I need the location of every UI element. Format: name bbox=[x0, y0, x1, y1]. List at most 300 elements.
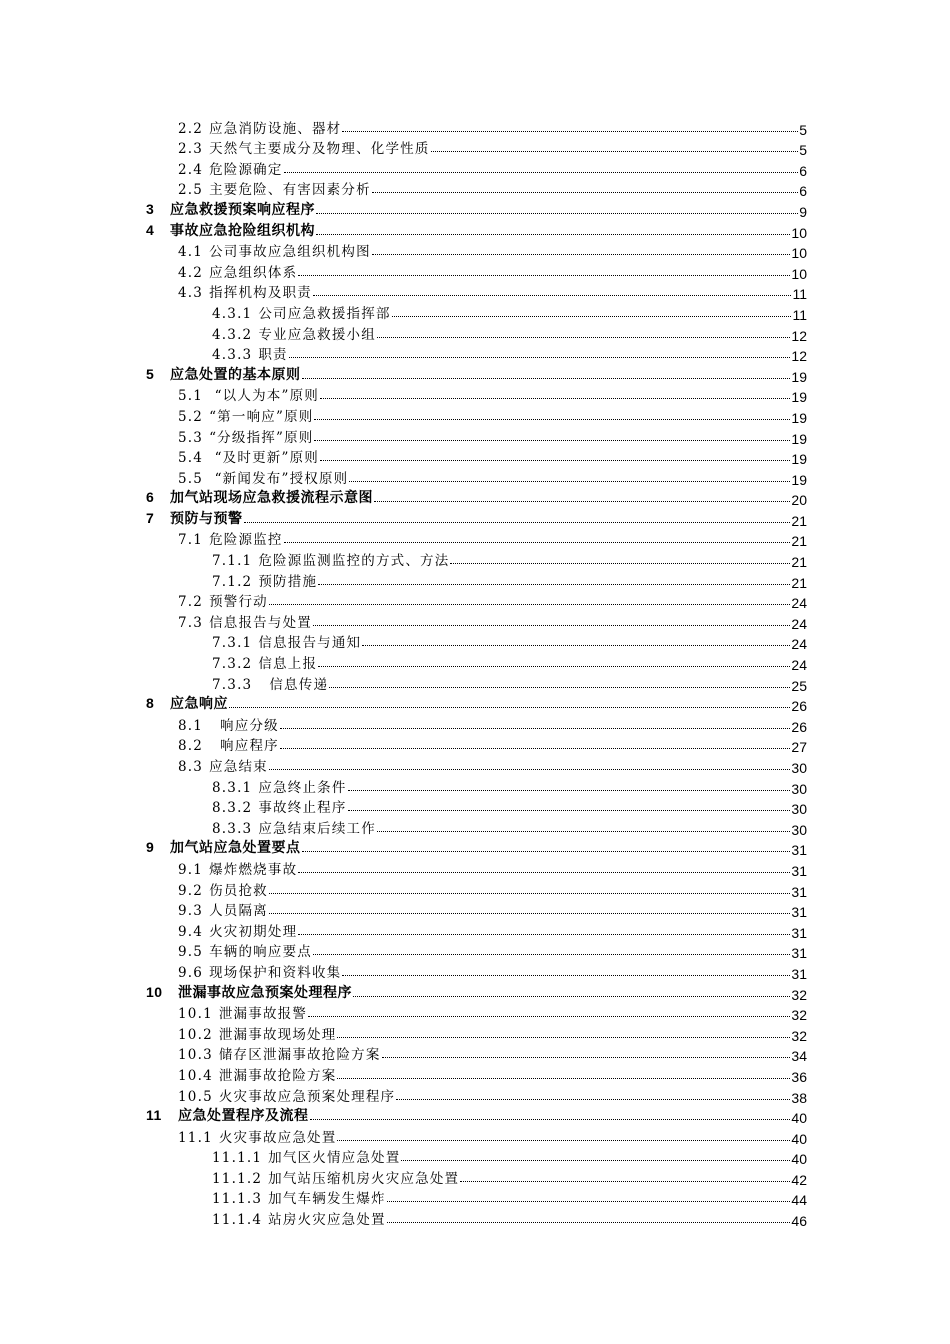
toc-entry-title: 泄漏事故应急预案处理程序 bbox=[178, 983, 352, 1000]
toc-entry-number: 11.1.3 bbox=[212, 1191, 263, 1208]
toc-entry[interactable] bbox=[0, 837, 950, 858]
toc-entry-title: 信息上报 bbox=[258, 656, 318, 673]
toc-entry-page: 12 bbox=[791, 348, 807, 365]
toc-entry-page: 19 bbox=[791, 409, 807, 426]
toc-entry-number: 10 bbox=[146, 983, 163, 1000]
toc-entry-page: 21 bbox=[791, 512, 807, 529]
toc-entry[interactable] bbox=[0, 796, 950, 817]
toc-entry-label bbox=[178, 1002, 307, 1022]
toc-entry-number: 9.3 bbox=[178, 903, 204, 920]
toc-entry-label bbox=[146, 693, 228, 713]
toc-entry-title: 主要危险、有害因素分析 bbox=[209, 182, 371, 199]
toc-entry[interactable] bbox=[0, 610, 950, 631]
toc-leader-dots bbox=[337, 1037, 790, 1038]
toc-entry[interactable] bbox=[0, 940, 950, 961]
toc-entry-number: 5.1 bbox=[178, 388, 204, 405]
toc-entry-title: 信息传递 bbox=[258, 676, 329, 693]
toc-leader-dots bbox=[349, 481, 790, 482]
toc-entry-title: 加气区火情应急处置 bbox=[268, 1150, 401, 1167]
toc-entry-title: 泄漏事故抢险方案 bbox=[218, 1067, 337, 1084]
toc-leader-dots bbox=[342, 131, 798, 132]
toc-leader-dots bbox=[401, 1160, 790, 1161]
toc-leader-dots bbox=[392, 316, 792, 317]
toc-entry-label bbox=[178, 1085, 395, 1105]
toc-leader-dots bbox=[298, 872, 790, 873]
toc-leader-dots bbox=[348, 790, 791, 791]
toc-entry-label bbox=[178, 384, 319, 404]
toc-entry-title: 应急救援预案响应程序 bbox=[170, 200, 315, 217]
toc-entry-label bbox=[212, 343, 288, 363]
toc-entry-number: 11 bbox=[146, 1107, 162, 1124]
toc-entry-title: 应急结束后续工作 bbox=[258, 820, 376, 837]
toc-entry-number: 5.5 bbox=[178, 470, 204, 487]
toc-entry-number: 9.4 bbox=[178, 923, 204, 940]
toc-entry-title: 火灾事故应急预案处理程序 bbox=[218, 1088, 396, 1105]
toc-entry-page: 44 bbox=[791, 1192, 807, 1209]
toc-leader-dots bbox=[244, 522, 791, 523]
toc-entry[interactable] bbox=[0, 425, 950, 446]
toc-entry-page: 19 bbox=[791, 389, 807, 406]
toc-entry[interactable] bbox=[0, 1207, 950, 1228]
toc-entry-title: 加气站现场应急救援流程示意图 bbox=[170, 489, 373, 506]
toc-entry-page: 6 bbox=[799, 162, 807, 179]
toc-entry-title: 危险源确定 bbox=[209, 161, 283, 178]
toc-entry-label bbox=[146, 220, 315, 240]
toc-entry-label bbox=[146, 487, 373, 507]
toc-entry-page: 10 bbox=[791, 224, 807, 241]
toc-entry-number: 8.2 bbox=[178, 738, 204, 755]
toc-entry-number: 8.3 bbox=[178, 759, 204, 775]
toc-entry-title: 应急结束 bbox=[209, 759, 268, 775]
toc-entry-title: 事故终止程序 bbox=[258, 800, 347, 817]
toc-entry-page: 12 bbox=[791, 327, 807, 344]
toc-entry-number: 10.2 bbox=[178, 1026, 213, 1043]
toc-leader-dots bbox=[316, 234, 790, 235]
toc-leader-dots bbox=[329, 687, 790, 688]
toc-entry-title: 站房火灾应急处置 bbox=[268, 1212, 386, 1229]
toc-entry[interactable] bbox=[0, 198, 950, 219]
toc-leader-dots bbox=[269, 604, 791, 605]
toc-entry-label bbox=[178, 1126, 336, 1146]
toc-entry-title: 天然气主要成分及物理、化学性质 bbox=[209, 141, 430, 158]
toc-entry-number: 9.5 bbox=[178, 944, 204, 961]
toc-entry[interactable] bbox=[0, 528, 950, 549]
toc-entry-page: 26 bbox=[791, 698, 807, 715]
toc-entry-number: 11.1.2 bbox=[212, 1170, 263, 1187]
toc-entry-page: 21 bbox=[791, 574, 807, 591]
toc-entry-label bbox=[212, 549, 449, 569]
toc-entry-number: 5.3 bbox=[178, 429, 204, 446]
toc-entry-number: 11.1.1 bbox=[212, 1150, 263, 1167]
toc-entry[interactable] bbox=[0, 878, 950, 899]
toc-entry-number: 5 bbox=[146, 365, 155, 382]
toc-entry-title: 人员隔离 bbox=[209, 903, 268, 920]
toc-leader-dots bbox=[314, 419, 790, 420]
toc-entry-number: 10.4 bbox=[178, 1067, 213, 1084]
toc-entry-title: 信息报告与处置 bbox=[209, 614, 312, 631]
toc-entry[interactable] bbox=[0, 1187, 950, 1208]
toc-entry[interactable] bbox=[0, 157, 950, 178]
toc-entry[interactable] bbox=[0, 322, 950, 343]
toc-entry-page: 21 bbox=[791, 533, 807, 550]
toc-leader-dots bbox=[269, 893, 791, 894]
toc-entry-page: 19 bbox=[791, 451, 807, 468]
toc-entry-label bbox=[178, 240, 371, 260]
toc-entry[interactable] bbox=[0, 1022, 950, 1043]
toc-leader-dots bbox=[313, 295, 791, 296]
toc-leader-dots bbox=[337, 1140, 790, 1141]
toc-entry[interactable] bbox=[0, 1125, 950, 1146]
toc-entry-title: 应急终止条件 bbox=[258, 779, 347, 796]
toc-entry-number: 11.1 bbox=[178, 1129, 213, 1146]
toc-entry[interactable] bbox=[0, 590, 950, 611]
toc-leader-dots bbox=[298, 275, 790, 276]
toc-entry-page: 19 bbox=[791, 368, 807, 385]
toc-entry-page: 46 bbox=[791, 1213, 807, 1230]
toc-leader-dots bbox=[284, 172, 799, 173]
toc-entry-title: 泄漏事故报警 bbox=[218, 1006, 308, 1023]
toc-entry-label bbox=[212, 631, 361, 651]
toc-leader-dots bbox=[450, 563, 790, 564]
toc-entry[interactable] bbox=[0, 240, 950, 261]
toc-entry[interactable] bbox=[0, 754, 950, 775]
toc-entry[interactable] bbox=[0, 919, 950, 940]
toc-entry-label bbox=[212, 796, 347, 816]
toc-entry-title: 职责 bbox=[258, 347, 288, 364]
toc-leader-dots bbox=[316, 213, 798, 214]
toc-entry[interactable] bbox=[0, 1166, 950, 1187]
toc-entry-label bbox=[212, 1187, 386, 1207]
toc-leader-dots bbox=[320, 398, 790, 399]
toc-entry-page: 19 bbox=[791, 471, 807, 488]
toc-entry-title: 公司事故应急组织机构图 bbox=[209, 244, 371, 261]
toc-entry[interactable] bbox=[0, 548, 950, 569]
toc-entry[interactable] bbox=[0, 816, 950, 837]
toc-entry-page: 11 bbox=[792, 306, 807, 323]
toc-leader-dots bbox=[387, 1201, 791, 1202]
toc-entry-page: 10 bbox=[791, 265, 807, 282]
toc-entry-title: 应急组织体系 bbox=[209, 264, 298, 281]
toc-entry-title: 火灾事故应急处置 bbox=[218, 1129, 337, 1146]
toc-entry-number: 7.3.3 bbox=[212, 676, 253, 693]
toc-leader-dots bbox=[308, 1016, 790, 1017]
toc-entry-page: 30 bbox=[791, 760, 807, 776]
toc-entry[interactable] bbox=[0, 981, 950, 1002]
toc-entry-title: 车辆的响应要点 bbox=[209, 944, 312, 961]
toc-entry-label bbox=[178, 117, 341, 137]
toc-entry-number: 10.5 bbox=[178, 1088, 213, 1105]
toc-entry[interactable] bbox=[0, 363, 950, 384]
toc-entry-title: 伤员抢救 bbox=[209, 882, 268, 899]
toc-entry-label bbox=[178, 879, 268, 899]
toc-entry-page: 32 bbox=[791, 986, 807, 1003]
toc-entry-page: 24 bbox=[791, 615, 807, 632]
toc-entry-number: 2.4 bbox=[178, 161, 204, 178]
toc-entry-title: 公司应急救援指挥部 bbox=[258, 305, 391, 322]
toc-entry-label bbox=[178, 714, 279, 734]
toc-entry-page: 42 bbox=[791, 1171, 807, 1188]
toc-entry-label bbox=[146, 508, 243, 528]
toc-entry-label bbox=[178, 426, 313, 446]
toc-entry[interactable] bbox=[0, 137, 950, 158]
toc-leader-dots bbox=[431, 151, 799, 152]
toc-entry-title: 应急响应 bbox=[170, 695, 228, 712]
toc-leader-dots bbox=[289, 357, 791, 358]
toc-entry-page: 24 bbox=[791, 657, 807, 674]
toc-entry-page: 5 bbox=[799, 142, 807, 159]
toc-entry-page: 40 bbox=[791, 1151, 807, 1168]
toc-entry[interactable] bbox=[0, 343, 950, 364]
toc-leader-dots bbox=[342, 975, 790, 976]
toc-entry-label bbox=[178, 405, 313, 425]
toc-entry-number: 7.3.2 bbox=[212, 656, 253, 673]
toc-entry[interactable] bbox=[0, 1043, 950, 1064]
toc-entry-label bbox=[178, 261, 297, 281]
toc-entry-title: 危险源监控 bbox=[209, 532, 283, 549]
table-of-contents bbox=[0, 116, 950, 1228]
toc-entry-title: 危险源监测监控的方式、方法 bbox=[258, 553, 450, 570]
toc-leader-dots bbox=[284, 542, 791, 543]
toc-entry-number: 4.3 bbox=[178, 285, 204, 302]
toc-entry[interactable] bbox=[0, 569, 950, 590]
toc-entry-number: 3 bbox=[146, 200, 155, 217]
toc-entry-title: “第一响应”原则 bbox=[209, 408, 314, 425]
toc-entry-number: 7.3.1 bbox=[212, 635, 253, 652]
toc-entry[interactable] bbox=[0, 1146, 950, 1167]
toc-leader-dots bbox=[337, 1078, 790, 1079]
toc-entry-page: 38 bbox=[791, 1089, 807, 1106]
toc-entry[interactable] bbox=[0, 857, 950, 878]
toc-entry-number: 9 bbox=[146, 839, 155, 856]
toc-leader-dots bbox=[377, 337, 790, 338]
toc-entry-number: 9.6 bbox=[178, 964, 204, 981]
toc-entry-title: 现场保护和资料收集 bbox=[209, 964, 342, 981]
toc-leader-dots bbox=[460, 1181, 790, 1182]
toc-entry-label bbox=[212, 302, 391, 322]
toc-entry-page: 32 bbox=[791, 1027, 807, 1044]
toc-entry-number: 6 bbox=[146, 489, 155, 506]
toc-entry[interactable] bbox=[0, 693, 950, 714]
toc-entry-number: 8.1 bbox=[178, 717, 204, 734]
toc-entry[interactable] bbox=[0, 1084, 950, 1105]
toc-entry-title: 应急消防设施、器材 bbox=[209, 120, 342, 137]
toc-leader-dots bbox=[313, 625, 790, 626]
toc-entry-page: 10 bbox=[791, 245, 807, 262]
toc-entry[interactable] bbox=[0, 301, 950, 322]
toc-entry-number: 7.1.1 bbox=[212, 553, 253, 570]
toc-entry-label bbox=[212, 673, 328, 693]
toc-entry-label bbox=[178, 1043, 381, 1063]
toc-entry-number: 4.3.2 bbox=[212, 326, 253, 343]
toc-leader-dots bbox=[310, 1119, 791, 1120]
toc-entry-label bbox=[178, 446, 319, 466]
toc-entry-number: 2.5 bbox=[178, 182, 204, 199]
toc-leader-dots bbox=[377, 831, 790, 832]
toc-entry-page: 36 bbox=[791, 1068, 807, 1085]
toc-entry-title: 加气车辆发生爆炸 bbox=[268, 1191, 386, 1208]
toc-entry-page: 31 bbox=[791, 965, 807, 982]
toc-entry[interactable] bbox=[0, 960, 950, 981]
toc-leader-dots bbox=[302, 851, 791, 852]
toc-leader-dots bbox=[280, 728, 791, 729]
toc-entry-number: 8.3.3 bbox=[212, 820, 253, 837]
toc-entry-page: 20 bbox=[791, 492, 807, 509]
toc-entry[interactable] bbox=[0, 713, 950, 734]
toc-entry[interactable] bbox=[0, 1063, 950, 1084]
toc-entry-page: 6 bbox=[799, 183, 807, 200]
toc-entry-number: 7.1 bbox=[178, 532, 204, 549]
toc-leader-dots bbox=[302, 378, 791, 379]
toc-entry[interactable] bbox=[0, 404, 950, 425]
toc-entry-label bbox=[178, 734, 279, 754]
toc-entry-number: 8 bbox=[146, 695, 155, 712]
toc-entry[interactable] bbox=[0, 116, 950, 137]
toc-entry-page: 9 bbox=[799, 203, 807, 220]
toc-entry[interactable] bbox=[0, 651, 950, 672]
toc-entry-page: 34 bbox=[791, 1048, 807, 1065]
toc-leader-dots bbox=[313, 954, 790, 955]
toc-entry-page: 24 bbox=[791, 636, 807, 653]
toc-entry-number: 8.3.1 bbox=[212, 779, 253, 796]
toc-entry-label bbox=[212, 817, 376, 837]
toc-entry[interactable] bbox=[0, 281, 950, 302]
toc-entry-number: 9.2 bbox=[178, 882, 204, 899]
toc-leader-dots bbox=[387, 1222, 791, 1223]
toc-entry-label bbox=[178, 755, 268, 775]
toc-entry-label bbox=[212, 1208, 386, 1228]
toc-entry-title: 加气站压缩机房火灾应急处置 bbox=[268, 1170, 460, 1187]
toc-entry[interactable] bbox=[0, 631, 950, 652]
toc-entry-page: 31 bbox=[791, 842, 807, 859]
toc-entry[interactable] bbox=[0, 384, 950, 405]
toc-leader-dots bbox=[348, 810, 791, 811]
toc-entry-label bbox=[212, 1167, 459, 1187]
toc-entry-number: 2.3 bbox=[178, 141, 204, 158]
toc-entry-title: “新闻发布”授权原则 bbox=[209, 470, 349, 487]
toc-leader-dots bbox=[372, 254, 791, 255]
toc-entry-label bbox=[178, 899, 268, 919]
toc-entry-label bbox=[178, 961, 341, 981]
toc-entry-label bbox=[178, 611, 312, 631]
toc-entry-title: 响应程序 bbox=[209, 738, 279, 755]
toc-entry-label bbox=[212, 323, 376, 343]
toc-entry[interactable] bbox=[0, 178, 950, 199]
toc-entry[interactable] bbox=[0, 219, 950, 240]
toc-entry-label bbox=[178, 1023, 336, 1043]
toc-entry-page: 5 bbox=[799, 121, 807, 138]
toc-entry-number: 10.1 bbox=[178, 1006, 213, 1023]
toc-leader-dots bbox=[318, 666, 790, 667]
toc-entry-page: 21 bbox=[791, 554, 807, 571]
toc-entry-page: 40 bbox=[791, 1130, 807, 1147]
toc-entry-title: 应急处置程序及流程 bbox=[178, 1107, 309, 1124]
toc-entry-title: 预警行动 bbox=[209, 594, 268, 611]
toc-entry-number: 8.3.2 bbox=[212, 800, 253, 817]
toc-entry-number: 9.1 bbox=[178, 861, 204, 878]
toc-entry-label bbox=[146, 982, 352, 1002]
toc-entry-number: 4.1 bbox=[178, 244, 204, 261]
toc-entry-title: 火灾初期处理 bbox=[209, 923, 298, 940]
toc-entry-label bbox=[178, 137, 430, 157]
toc-leader-dots bbox=[362, 645, 790, 646]
toc-leader-dots bbox=[269, 769, 791, 770]
toc-entry-label bbox=[212, 776, 347, 796]
toc-leader-dots bbox=[298, 934, 790, 935]
toc-entry-page: 32 bbox=[791, 1007, 807, 1024]
toc-entry-label bbox=[178, 940, 312, 960]
toc-entry-number: 5.4 bbox=[178, 450, 204, 467]
toc-leader-dots bbox=[353, 996, 790, 997]
toc-entry-label bbox=[178, 590, 268, 610]
toc-entry-label bbox=[146, 199, 315, 219]
toc-leader-dots bbox=[396, 1099, 790, 1100]
toc-entry-label bbox=[212, 652, 317, 672]
toc-entry-label bbox=[146, 1105, 309, 1125]
toc-entry-title: 事故应急抢险组织机构 bbox=[170, 221, 315, 238]
toc-entry-page: 19 bbox=[791, 430, 807, 447]
toc-entry-number: 7.1.2 bbox=[212, 573, 253, 590]
toc-entry[interactable] bbox=[0, 775, 950, 796]
toc-entry-number: 2.2 bbox=[178, 120, 204, 137]
toc-entry[interactable] bbox=[0, 507, 950, 528]
toc-entry[interactable] bbox=[0, 1105, 950, 1126]
toc-entry-label bbox=[178, 178, 371, 198]
toc-entry-page: 30 bbox=[791, 821, 807, 838]
toc-entry-page: 30 bbox=[791, 801, 807, 818]
toc-entry-label bbox=[146, 364, 301, 384]
toc-entry-page: 31 bbox=[791, 945, 807, 962]
toc-entry-title: 预防与预警 bbox=[170, 509, 243, 526]
toc-entry-page: 31 bbox=[791, 883, 807, 900]
toc-entry[interactable] bbox=[0, 466, 950, 487]
toc-leader-dots bbox=[318, 584, 790, 585]
toc-entry-title: 应急处置的基本原则 bbox=[170, 365, 301, 382]
toc-leader-dots bbox=[374, 501, 790, 502]
toc-entry-label bbox=[146, 837, 301, 857]
toc-entry-page: 24 bbox=[791, 595, 807, 612]
toc-entry-number: 4 bbox=[146, 221, 155, 238]
toc-entry-page: 30 bbox=[791, 780, 807, 797]
toc-entry-label bbox=[212, 1146, 400, 1166]
toc-entry-page: 25 bbox=[791, 677, 807, 694]
toc-entry-number: 7.2 bbox=[178, 594, 204, 611]
toc-entry-title: 信息报告与通知 bbox=[258, 635, 362, 652]
toc-entry-page: 31 bbox=[791, 862, 807, 879]
toc-entry[interactable] bbox=[0, 446, 950, 467]
toc-entry[interactable] bbox=[0, 899, 950, 920]
toc-leader-dots bbox=[320, 460, 790, 461]
toc-entry[interactable] bbox=[0, 487, 950, 508]
toc-entry-title: 爆炸燃烧事故 bbox=[209, 861, 298, 878]
toc-entry-number: 10.3 bbox=[178, 1047, 213, 1064]
toc-entry-number: 7.3 bbox=[178, 614, 204, 631]
toc-entry-title: “以人为本”原则 bbox=[209, 388, 319, 405]
toc-entry-page: 26 bbox=[791, 718, 807, 735]
toc-entry[interactable] bbox=[0, 1002, 950, 1023]
toc-entry[interactable] bbox=[0, 734, 950, 755]
toc-entry-page: 11 bbox=[792, 286, 807, 303]
toc-entry-number: 4.3.1 bbox=[212, 305, 253, 322]
toc-entry-label bbox=[178, 920, 297, 940]
toc-entry-number: 11.1.4 bbox=[212, 1212, 263, 1229]
toc-entry-page: 31 bbox=[791, 924, 807, 941]
toc-entry[interactable] bbox=[0, 672, 950, 693]
toc-entry-number: 4.2 bbox=[178, 264, 204, 281]
toc-entry-number: 4.3.3 bbox=[212, 347, 253, 364]
toc-entry-page: 31 bbox=[791, 904, 807, 921]
toc-entry-number: 5.2 bbox=[178, 408, 204, 425]
toc-entry[interactable] bbox=[0, 260, 950, 281]
